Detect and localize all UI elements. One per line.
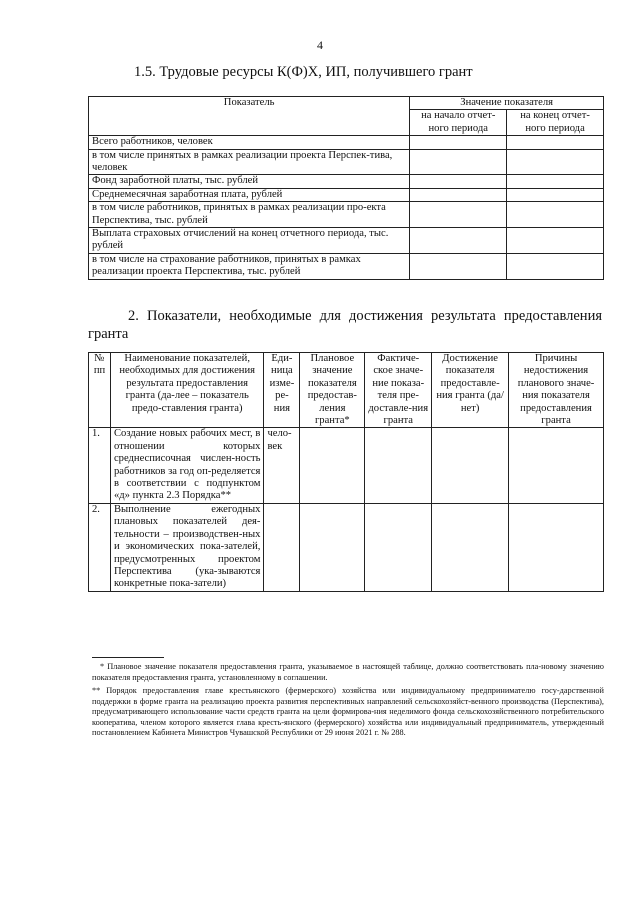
value-cell-end[interactable] — [507, 228, 604, 254]
row-number: 2. — [89, 503, 111, 591]
actual-cell[interactable] — [365, 503, 432, 591]
period-end-header: на конец отчет-ного периода — [507, 110, 604, 136]
reasons-header: Причины недостижения планового значе-ния показателя предоставления гранта — [509, 353, 604, 428]
reasons-cell[interactable] — [509, 428, 604, 503]
value-cell-start[interactable] — [410, 175, 507, 188]
value-cell-start[interactable] — [410, 136, 507, 149]
table-row — [89, 202, 604, 228]
unit-cell: чело-век — [264, 428, 300, 503]
actual-cell[interactable] — [365, 428, 432, 503]
page-number: 4 — [317, 38, 323, 52]
section2-title — [88, 307, 602, 343]
value-group-header: Значение показателя — [410, 97, 604, 110]
planned-cell[interactable] — [300, 503, 365, 591]
achieved-header: Достижение показателя предоставле-ния гранта (да/нет) — [432, 353, 509, 428]
section2-title-text: 2. Показатели, необходимые для достижения результата предоставления гранта — [88, 308, 602, 342]
table-row — [89, 228, 604, 254]
value-cell-end[interactable] — [507, 136, 604, 149]
reasons-cell[interactable] — [509, 503, 604, 591]
row-number: 1. — [89, 428, 111, 503]
actual-header: Фактиче-ское значе-ние показа-теля пре-доставле-ния гранта — [365, 353, 432, 428]
row-label: Фонд заработной платы, тыс. рублей — [89, 175, 410, 188]
planned-cell[interactable] — [300, 428, 365, 503]
footnote-2 — [92, 686, 604, 739]
value-cell-start[interactable] — [410, 149, 507, 175]
achieved-cell[interactable] — [432, 503, 509, 591]
planned-header: Плановое значение показателя предостав-ления гранта* — [300, 353, 365, 428]
value-cell-end[interactable] — [507, 202, 604, 228]
unit-cell — [264, 503, 300, 591]
indicator-name: Создание новых рабочих мест, в отношении которых среднесписочная числен-ность работников за год оп-ределяется в соответствии с подпунктом «д» пункта 2.3 Порядка** — [110, 428, 263, 503]
table-row — [89, 188, 604, 201]
table-row — [89, 428, 604, 503]
footnote-text: Плановое значение показателя предоставления гранта, указываемое в настоящей таблице, должно соответствовать пла-новому значению показателя предоставления гранта, установленному в соглашении. — [92, 662, 604, 682]
value-cell-end[interactable] — [507, 149, 604, 175]
table-row — [89, 503, 604, 591]
table-row — [89, 253, 604, 279]
footnote-mark: ** — [92, 686, 101, 695]
table-header-row — [89, 353, 604, 428]
achieved-cell[interactable] — [432, 428, 509, 503]
row-label: Всего работников, человек — [89, 136, 410, 149]
footnote-text: Порядок предоставления главе крестьянского (фермерского) хозяйства или индивидуальному предпринимателю госу-дарственной поддержки в форме гранта на реализацию проекта развития перспективных направлений сельскохозяйст-венного производства (Перспектива), предусматривающего использование части средств гранта на цели формирова-ния неделимого фонда сельскохозяйственного потребительского кооператива, членом которого является глава кресть-янского (фермерского) хозяйства или индивидуальный предприниматель, утвержденный постановлением Кабинета Министров Чувашской Республики от 29 июня 2021 г. № 288. — [92, 686, 604, 738]
value-cell-end[interactable] — [507, 188, 604, 201]
table-row — [89, 136, 604, 149]
section1-title: 1.5. Трудовые ресурсы К(Ф)Х, ИП, получившего грант — [134, 64, 473, 80]
name-header: Наименование показателей, необходимых для достижения результата предоставления гранта (да-лее – показатель предо-ставления гранта) — [110, 353, 263, 428]
footnote-1 — [92, 662, 604, 683]
row-label: Выплата страховых отчислений на конец отчетного периода, тыс. рублей — [89, 228, 410, 254]
row-label: в том числе на страхование работников, принятых в рамках реализации проекта Перспектива, тыс. рублей — [89, 253, 410, 279]
value-cell-start[interactable] — [410, 253, 507, 279]
footnote-mark: * — [100, 662, 105, 671]
value-cell-start[interactable] — [410, 188, 507, 201]
table-row — [89, 149, 604, 175]
row-label: в том числе работников, принятых в рамках реализации про-екта Перспектива, тыс. рублей — [89, 202, 410, 228]
period-start-header: на начало отчет-ного периода — [410, 110, 507, 136]
row-label: в том числе принятых в рамках реализации проекта Перспек-тива, человек — [89, 149, 410, 175]
labor-resources-table — [88, 96, 604, 280]
indicator-name: Выполнение ежегодных плановых показателей дея-тельности – производствен-ных и экономических пока-зателей, предусмотренных проектом Перспектива (ука-зываются конкретные пока-затели) — [110, 503, 263, 591]
indicator-header: Показатель — [89, 97, 410, 136]
footnote-divider — [92, 657, 164, 658]
num-header: № пп — [89, 353, 111, 428]
unit-header: Еди-ница изме-ре-ния — [264, 353, 300, 428]
value-cell-start[interactable] — [410, 202, 507, 228]
value-cell-start[interactable] — [410, 228, 507, 254]
table-row — [89, 175, 604, 188]
table-header-row — [89, 97, 604, 110]
row-label: Среднемесячная заработная плата, рублей — [89, 188, 410, 201]
grant-indicators-table — [88, 352, 604, 592]
value-cell-end[interactable] — [507, 175, 604, 188]
value-cell-end[interactable] — [507, 253, 604, 279]
